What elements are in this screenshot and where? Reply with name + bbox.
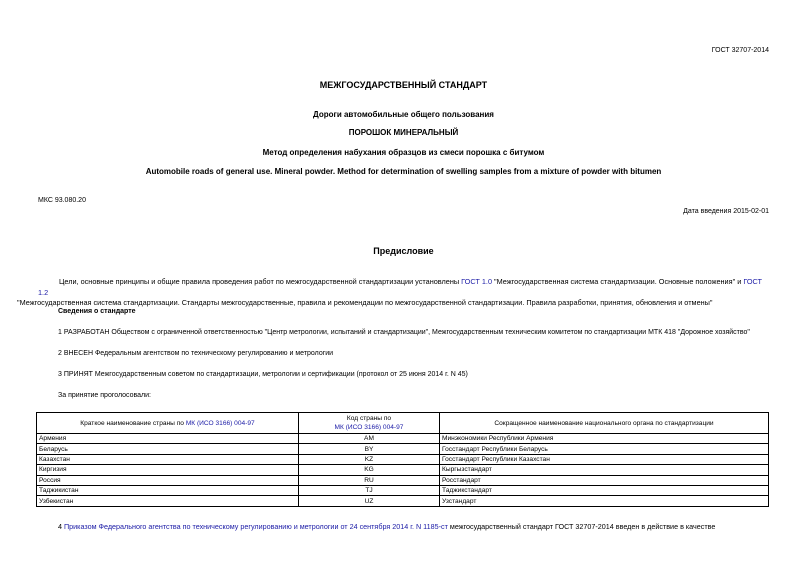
mks-code: МКС 93.080.20 [38, 197, 86, 204]
info-item-4 [58, 522, 769, 531]
intro-date: Дата введения 2015-02-01 [683, 208, 769, 215]
body-cell: Росстандарт [440, 475, 769, 485]
table-row [37, 475, 769, 485]
col-header-country [37, 413, 299, 434]
foreword-paragraph-1 [17, 277, 771, 309]
gost-1-0-link[interactable]: ГОСТ 1.0 [461, 277, 492, 286]
country-cell: Узбекистан [37, 496, 299, 506]
code-cell: TJ [299, 485, 440, 495]
body-cell: Госстандарт Республики Казахстан [440, 454, 769, 464]
code-cell: BY [299, 444, 440, 454]
table-row [37, 444, 769, 454]
country-cell: Беларусь [37, 444, 299, 454]
table-row [37, 454, 769, 464]
table-body [37, 434, 769, 507]
code-cell: KZ [299, 454, 440, 464]
code-cell: KG [299, 465, 440, 475]
standard-product: ПОРОШОК МИНЕРАЛЬНЫЙ [348, 128, 459, 137]
col1-text: Краткое наименование страны по [80, 419, 186, 427]
col-header-code [299, 413, 440, 434]
info-item-3: 3 ПРИНЯТ Межгосударственным советом по стандартизации, метрологии и сертификации (протокол от 25 июня 2014 г. N 45) [58, 371, 468, 378]
method-title-ru: Метод определения набухания образцов из смеси порошка с битумом [262, 148, 545, 157]
gost-1-2-link[interactable]: ГОСТ 1.2 [38, 277, 763, 297]
order-link[interactable]: Приказом Федерального агентства по техническому регулированию и метрологии от 24 сентября 2014 г. N 1185-ст [64, 522, 448, 531]
foreword-heading: Предисловие [373, 246, 434, 256]
body-cell: Таджикстандарт [440, 485, 769, 495]
standard-subject: Дороги автомобильные общего пользования [313, 110, 494, 119]
code-cell: AM [299, 434, 440, 444]
mk-iso-link-2[interactable]: МК (ИСО 3166) 004-97 [334, 424, 404, 431]
table-row [37, 465, 769, 475]
body-cell: Госстандарт Республики Беларусь [440, 444, 769, 454]
body-cell: Узстандарт [440, 496, 769, 506]
table-row [37, 434, 769, 444]
p1-text-a: Цели, основные принципы и общие правила проведения работ по межгосударственной стандартизации установлены [59, 277, 462, 286]
code-cell: UZ [299, 496, 440, 506]
col-header-body: Сокращенное наименование национального органа по стандартизации [440, 413, 769, 434]
voting-states-table [36, 412, 769, 507]
info-item-1: 1 РАЗРАБОТАН Обществом с ограниченной ответственностью "Центр метрологии, испытаний и стандартизации", Межгосударственным техническим комитетом по стандартизации МТК 418 "Дорожное хозяйство" [58, 329, 750, 336]
table-header-row [37, 413, 769, 434]
info-heading: Сведения о стандарте [58, 308, 136, 315]
country-cell: Казахстан [37, 454, 299, 464]
table-row [37, 496, 769, 506]
table-row [37, 485, 769, 495]
country-cell: Таджикистан [37, 485, 299, 495]
method-title-en: Automobile roads of general use. Mineral powder. Method for determination of swelling samples from a mixture of powder with bitumen [145, 167, 662, 176]
body-cell: Минэкономики Республики Армения [440, 434, 769, 444]
doc-number: ГОСТ 32707-2014 [711, 47, 769, 54]
info-item-2: 2 ВНЕСЕН Федеральным агентством по техническому регулированию и метрологии [58, 350, 334, 357]
country-cell: Киргизия [37, 465, 299, 475]
p1-text-c: "Межгосударственная система стандартизации. Стандарты межгосударственные, правила и рекомендации по межгосударственной стандартизации. Правила разработки, принятия, обновления и отмены" [17, 298, 713, 307]
mk-iso-link-1[interactable]: МК (ИСО 3166) 004-97 [185, 419, 255, 427]
p1-text-b: "Межгосударственная система стандартизации. Основные положения" и [492, 277, 744, 286]
body-cell: Кыргызстандарт [440, 465, 769, 475]
item4-rest: межгосударственный стандарт ГОСТ 32707-2014 введен в действие в качестве [447, 522, 716, 531]
col2-text: Код страны по [346, 415, 392, 422]
code-cell: RU [299, 475, 440, 485]
standard-type: МЕЖГОСУДАРСТВЕННЫЙ СТАНДАРТ [319, 80, 488, 90]
item4-prefix: 4 [58, 522, 64, 531]
country-cell: Россия [37, 475, 299, 485]
country-cell: Армения [37, 434, 299, 444]
voted-label: За принятие проголосовали: [58, 392, 151, 399]
